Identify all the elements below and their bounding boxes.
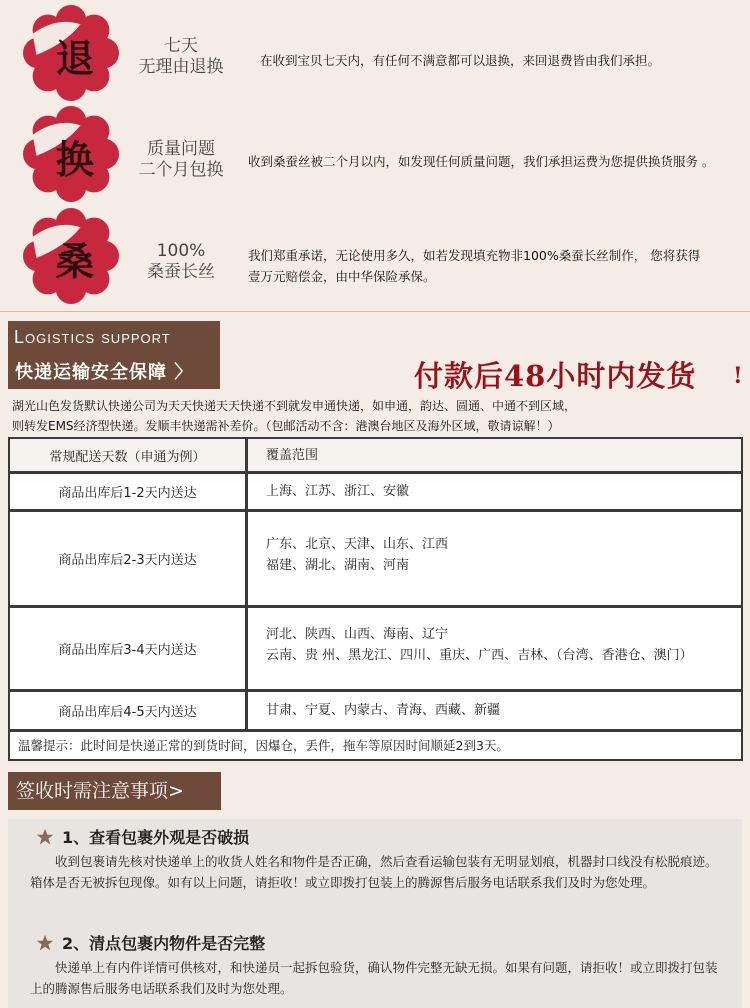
svg-text:桑: 桑: [55, 240, 95, 286]
table-row: [10, 608, 741, 692]
logistics-header: [8, 321, 220, 389]
table-header-row: [10, 439, 741, 474]
ship-promise: 付款后48小时内发货: [414, 359, 697, 393]
flower-badge-icon: [22, 5, 120, 101]
row-regions: 甘肃、宁夏、内蒙古、青海、西藏、新疆: [248, 692, 741, 729]
guarantee-exchange: [0, 103, 750, 206]
guarantee-title: 七天 无理由退换: [138, 36, 224, 77]
guarantee-title: 100% 桑蚕长丝: [147, 241, 215, 282]
row-days: 商品出库后3-4天内送达: [10, 608, 248, 689]
logistics-subtitle: 快递运输安全保障 〉: [15, 362, 194, 383]
note-heading: 2、清点包裹内物件是否完整: [36, 931, 265, 954]
table-row: [10, 512, 741, 608]
flower-badge-icon: [22, 208, 120, 304]
flower-badge-icon: [22, 106, 120, 202]
guarantee-title: 质量问题 二个月包换: [138, 139, 224, 180]
guarantee-silk: [0, 205, 750, 308]
table-note: 温馨提示：此时间是快递正常的到货时间，因爆仓，丢件，拖车等原因时间顺延2到3天。: [10, 732, 741, 759]
sign-notes-panel: [8, 819, 742, 1008]
header-days: 常规配送天数（申通为例）: [10, 439, 248, 471]
row-days: 商品出库后4-5天内送达: [10, 692, 248, 729]
sign-notes-title: 签收时需注意事项>: [8, 772, 221, 810]
guarantee-text: 收到桑蚕丝被二个月以内，如发现任何质量问题，我们承担运费为您提供换货服务 。: [248, 154, 715, 169]
row-days: 商品出库后2-3天内送达: [10, 512, 248, 605]
table-row: [10, 474, 741, 512]
row-days: 商品出库后1-2天内送达: [10, 474, 248, 509]
logistics-title: Logistics support: [14, 327, 171, 347]
logistics-intro: 湖光山色发货默认快递公司为天天快递天天快递不到就发申通快递，如申通，韵达、圆通、中通不到区域， 则转发EMS经济型快递。发顺丰快递需补差价。（包邮活动不含：港澳台地区及海外区域，敬请谅解！）: [12, 399, 577, 433]
guarantee-return: [0, 2, 750, 105]
delivery-table: [8, 437, 743, 761]
section-divider: [0, 311, 750, 312]
star-icon: [36, 828, 54, 846]
svg-text:退: 退: [55, 37, 95, 83]
row-regions: 河北、陕西、山西、海南、辽宁 云南、贵 州、黑龙江、四川、重庆、广西、吉林、（台湾、香港仓、澳门）: [248, 608, 741, 689]
ship-promise-exclaim: !: [733, 363, 743, 389]
note-heading: 1、查看包裹外观是否破损: [36, 825, 249, 848]
note-text: 收到包裹请先核对快递单上的收货人姓名和物件是否正确，然后查看运输包装有无明显划痕，机器封口线没有松脱痕迹。箱体是否无被拆包现像。如有以上问题，请拒收！或立即拨打包装上的腾源售后服务电话联系我们及时为您处理。: [30, 854, 718, 890]
guarantee-text: 我们郑重承诺，无论使用多久，如若发现填充物非100%桑蚕长丝制作， 您将获得 壹万元赔偿金，由中华保险承保。: [248, 248, 701, 284]
guarantee-text: 在收到宝贝七天内，有任何不满意都可以退换，来回退费皆由我们承担。: [260, 53, 661, 68]
row-regions: 上海、江苏、浙江、安徽: [248, 474, 741, 509]
svg-text:换: 换: [55, 138, 95, 184]
header-regions: 覆盖范围: [248, 439, 741, 471]
row-regions: 广东、北京、天津、山东、江西 福建、湖北、湖南、河南: [248, 512, 741, 605]
table-row: [10, 692, 741, 732]
note-text: 快递单上有内件详情可供核对，和快递员一起拆包验货，确认物件完整无缺无损。如果有问题，请拒收！或立即拨打包装上的腾源售后服务电话联系我们及时为您处理。: [30, 960, 718, 996]
star-icon: [36, 934, 54, 952]
